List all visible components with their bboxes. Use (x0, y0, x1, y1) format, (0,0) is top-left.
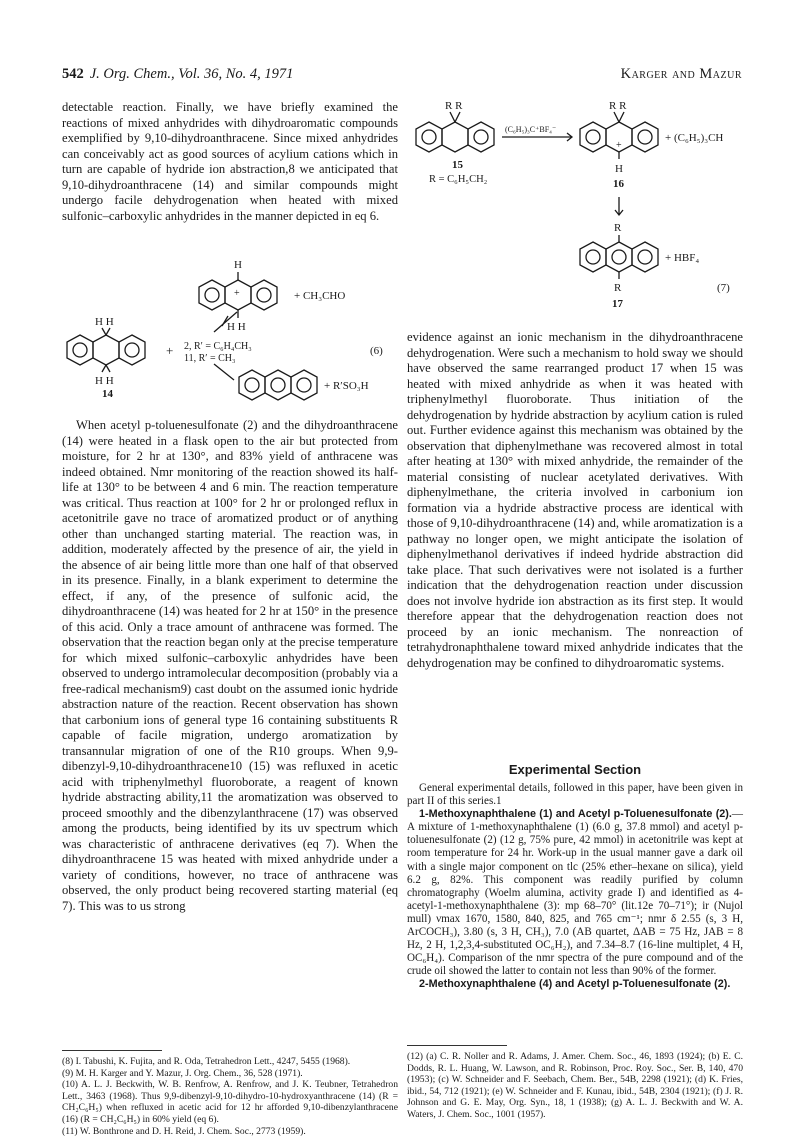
eq7-label-16: 16 (613, 178, 624, 190)
footnote-rule-right (407, 1045, 507, 1046)
intro-paragraph: detectable reaction. Finally, we have briefly examined the reactions of mixed anhydrides with dihydroaromatic compounds exemplified by 9,10-dihydroanthracene. Since mixed anhydrides can conceivably act as good sources of acylium cations which in turn are capable of hydride ion abstraction,8 we anticipated that 9,10-dihydroanthracene (14) and similar compounds might undergo facile dehydrogenation when heated with mixed sulfonic–carboxylic anhydrides in the manner depicted in eq 6. (62, 100, 398, 223)
body-paragraph-left: When acetyl p-toluenesulfonate (2) and the dihydroanthracene (14) were heated in a flask open to the air but protected from moisture, for 2 hr at 130°, and 83% yield of anthracene was indeed obtained. Nmr monitoring of the reaction showed its half-life at 130° to be between 4 and 6 min. The reaction temperature was critical. Thus reaction at 100° for 2 hr or prolonged reflux in acetonitrile gave no trace of aromatized product or of anything other than unchanged starting material. The reaction was, in addition, moderately affected by the presence of air, the yield in the absence of air being little more than one half of that observed in its presence. Finally, in a blank experiment to determine the effect, if any, of the presence of sulfonic acid, the dihydroanthracene (14) was heated for 2 hr at 150° in the presence of this acid. Only a trace amount of anthracene was formed. The observation that the reaction began only at the precise temperature for which mixed sulfonic–carboxylic anhydrides have been observed to undergo intramolecular decomposition (probably via a free-radical mechanism9) cast doubt on the assumed ionic hydride abstraction nature of the reaction. Recent observation has shown that carbonium ions of general type 16 containing substituents R capable of facile migration, undergo aromatization by transannular migration of one of the R10 groups. When 9,9-dibenzyl-9,10-dihydroanthracene10 (15) was refluxed in acetic acid with triphenylmethyl fluoroborate, a reagent of known hydride abstracting ability,11 the aromatization was observed to proceed smoothly and the dibenzylanthracene (17) was observed among the products, being identified by its uv spectrum which was characteristic of anthracene derivatives (eq 7). When the dihydroanthracene 15 was heated with mixed anhydride under a variety of conditions, however, no trace of anthracene was observed, the only product being recovered starting material (eq 7). This was to us strong (62, 418, 398, 913)
eq6-sm-h-top: H H (95, 316, 114, 328)
footnote-9: (9) M. H. Karger and Y. Mazur, J. Org. Chem., 36, 528 (1971). (62, 1067, 303, 1079)
right-column-body (407, 330, 743, 671)
experimental-heading: Experimental Section (508, 762, 642, 777)
eq7-r-17-bottom: R (614, 282, 622, 294)
experimental-section (407, 782, 743, 992)
footnotes-right (407, 1051, 743, 1121)
equation-6-scheme (62, 252, 398, 402)
footnote-8: (8) I. Tabushi, K. Fujita, and R. Oda, Tetrahedron Lett., 4247, 5455 (1968). (62, 1056, 351, 1067)
left-column-body (62, 418, 398, 914)
experimental-procedure-2 (407, 978, 743, 991)
procedure-1-body: —A mixture of 1-methoxynaphthalene (1) (6.0 g, 37.8 mmol) and acetyl p-toluenesulfonate (2) (12 g, 75% pure, 42 mmol) in acetonitrile was kept at room temperature for 24 hr. Work-up in the usual manner gave a dark oil with a single major component on tlc (25% ether–hexane on silica), yield 6.2 g, 82%. This component was readily purified by column chromatography (Woelm alumina, activity grade I) and identified as 4-acetyl-1-methoxynaphthalene (3): mp 68–70° (lit.12e 70–71°); ir (Nujol mull) νmax 1670, 1580, 840, 825, and 765 cm⁻¹; nmr δ 2.55 (s, 3 H, ArCOCH₃), 3.80 (s, 3 H, CH₃), 7.0 (AB quartet, ΔAB = 75 Hz, JAB = 8 Hz, 2 H, 1,2,3,4-substituted OC₆H₂), and 7.34–8.7 (16-line multiplet, 4 H, OC₆H₄). Comparison of the nmr spectra of the pure compound and of the crude oil showed the latter to contain not less than 90% of the former. (407, 808, 743, 978)
eq7-r-definition: R = C₆H₅CH₂ (429, 174, 488, 185)
eq7-label-15: 15 (452, 159, 463, 171)
eq7-plus-ion: + (616, 140, 622, 151)
footnote-rule-left (62, 1050, 162, 1051)
eq7-r-top-16: R R (609, 100, 627, 112)
dihydroanthracene-14-structure (67, 328, 145, 372)
eq7-number: (7) (717, 282, 730, 294)
eq7-byproduct-2: + HBF₄ (665, 252, 700, 264)
eq6-number: (6) (370, 345, 383, 357)
eq7-r-top-15: R R (445, 100, 463, 112)
body-paragraph-right: evidence against an ionic mechanism in the dihydroanthracene dehydrogenation. Were such a mechanism to hold sway we should have observed the same rearranged product 17 when 15 was heated with mixed anhydride as when it was heated with triphenylmethyl fluoroborate. Thus initiation of the dehydrogenation by hydride abstraction by acylium cation is ruled out. Further evidence against this mechanism was obtained by the observation that diphenylmethane was recovered almost in total after heating at 130° with mixed anhydride, the remainder of the material consisting of nuclear acetylated derivatives. With diphenylmethane, the criteria involved in carbonium ion formation via a hydride abstractive process are identical with those of 9,10-dihydroanthracene (14) and, while aromatization is a pathway no longer open, we might anticipate the isolation of diphenylmethanol derivatives if indeed hydride abstraction did take place. That such derivatives were not isolated is a further indication that the dehydrogenation reaction under discussion does not involve hydride ion abstraction as its first step. It would therefore appear that the dehydrogenation reaction does not proceed by an ionic mechanism. The nonreaction of tetrahydronaphthalene toward mixed anhydride indicates that the dehydrogenation may be confined to dihydroaromatic systems. (407, 330, 743, 670)
carbonium-ion-16-structure (580, 112, 658, 159)
footnote-10: (10) A. L. J. Beckwith, W. B. Renfrow, A. Renfrow, and J. K. Teubner, Tetrahedron Lett., 3463 (1968). Thus 9,9-dibenzyl-9,10-dihydro-10-hydroxyanthracene (14) (R = CH₂C₆H₅) when refluxed in acetic acid for 12 hr afforded 9,10-dibenzylanthracene (16) (R = CH₂C₆H₅) in 60% yield (eq 6). (62, 1079, 398, 1125)
eq6-reagent-1: 2, R′ = C₆H₄CH₃ (184, 341, 252, 352)
eq6-arrow-down (214, 364, 234, 380)
footnotes-left (62, 1056, 398, 1137)
eq7-label-17: 17 (612, 298, 623, 310)
eq6-plus: + (166, 343, 174, 358)
procedure-2-title: 2-Methoxynaphthalene (4) and Acetyl p-Toluenesulfonate (2). (419, 978, 731, 991)
eq6-h-top: H (234, 259, 242, 271)
eq7-r-17-top: R (614, 222, 622, 234)
equation-7-scheme (407, 97, 743, 319)
eq6-product-bottom: + R′SO₃H (324, 380, 369, 392)
experimental-procedure-1 (407, 808, 743, 978)
eq6-sm-label: 14 (102, 388, 113, 400)
dibenzylanthracene-17-structure (580, 235, 658, 279)
left-column-intro (62, 100, 398, 224)
eq6-plus-charge: + (234, 288, 240, 299)
running-header (62, 66, 742, 86)
journal-citation: J. Org. Chem., Vol. 36, No. 4, 1971 (89, 66, 294, 82)
eq7-byproduct: + (C₆H₅)₃CH (665, 132, 724, 144)
eq6-sm-h-bottom: H H (95, 375, 114, 387)
anthracene-structure (239, 370, 317, 400)
eq7-h-16: H (615, 163, 623, 175)
header-authors: Karger and Mazur (620, 66, 742, 82)
experimental-general: General experimental details, followed in this paper, have been given in part II of this series.1 (407, 782, 743, 808)
header-left (62, 66, 293, 83)
eq7-reagent: (C₆H₅)₃C⁺BF₄⁻ (505, 125, 557, 134)
footnote-12: (12) (a) C. R. Noller and R. Adams, J. Amer. Chem. Soc., 46, 1893 (1924); (b) E. C. Dodds, R. L. Huang, W. Lawson, and R. Robinson, Proc. Roy. Soc., Ser. B, 140, 470 (1953); (c) W. Schneider and F. Seebach, Chem. Ber., 54B, 2298 (1921); (d) K. Fries, ibid., 54, 712 (1921); (e) W. Schneider and F. Kunau, ibid., 54B, 2304 (1921); (f) J. R. Johnson and G. E. May, Org. Syn., 18, 1 (1938); (g) A. L. J. Beckwith and W. A. Waters, J. Chem. Soc., 1001 (1957). (407, 1051, 743, 1120)
footnote-11: (11) W. Bonthrone and D. H. Reid, J. Chem. Soc., 2773 (1959). (62, 1125, 306, 1137)
procedure-1-title: 1-Methoxynaphthalene (1) and Acetyl p-Toluenesulfonate (2). (419, 808, 732, 821)
eq6-h-lower: H H (227, 321, 246, 333)
eq6-reagent-2: 11, R′ = CH₃ (184, 353, 236, 364)
page-number: 542 (62, 66, 84, 82)
dibenzyl-dihydroanthracene-15-structure (416, 112, 494, 152)
eq6-product-top: + CH₃CHO (294, 290, 346, 302)
